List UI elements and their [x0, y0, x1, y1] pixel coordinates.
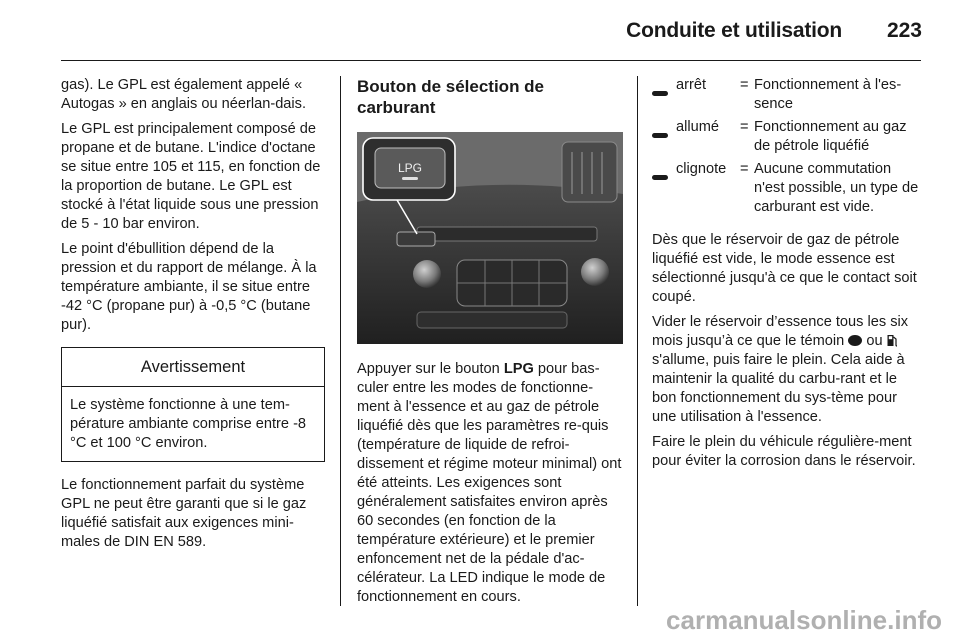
- page-header: [0, 0, 960, 62]
- section-heading: Bouton de sélection de carburant: [357, 77, 545, 117]
- column-right: [652, 76, 920, 477]
- status-equals: =: [740, 161, 749, 177]
- status-row: [652, 160, 920, 221]
- paragraph-lpg-composition: Le GPL est principalement composé de propane et de butane. L'indice d'octane se situe entre 105 et 115, en fonction de la proportion de butane. Le GPL est stocké à l'état liquide sous une pression de 5 - 10 bar environ.: [61, 121, 321, 232]
- column-left: [61, 76, 325, 558]
- column-divider-1: [340, 76, 341, 606]
- text-span: Appuyer sur le bouton: [357, 361, 504, 377]
- paragraph-boiling-point: Le point d'ébullition dépend de la pression et du rapport de mélange. À la température ambiante, il se situe entre -42 °C (propane pur) à -0,5 °C (butane pur).: [61, 241, 317, 333]
- paragraph-lpg-button: [357, 360, 623, 607]
- lpg-button-label: LPG: [397, 161, 423, 175]
- text-span: pour bas-culer entre les modes de fonctionne-ment à l'essence et au gaz de pétrole liquéfié dès que les paramètres re-quis (température de liquide de refroi-dissement et régime moteur minimal) ont été atteints. Les exigences sont généralement satisfaites environ après 60 secondes (en fonction de la température extérieure) et le premier enfoncement net de la pédale d'ac-célérateur. La LED indique le mode de fonctionnement en cours.: [357, 361, 622, 605]
- text-span: ou: [862, 333, 887, 349]
- status-state: clignote: [676, 161, 727, 177]
- led-dash-icon: [652, 91, 668, 96]
- lpg-term: LPG: [503, 361, 534, 377]
- warning-text: Le système fonctionne à une tem-pérature ambiante comprise entre -8 °C et 100 °C environ.: [70, 397, 307, 451]
- led-dash-icon: [652, 175, 668, 180]
- text-span: s'allume, puis faire le plein. Cela aide à maintenir la qualité du carbu-rant et le bon fonctionnement du sys-tème pour une utilisation à l'essence.: [652, 352, 905, 425]
- status-row: [652, 118, 920, 160]
- text-span: Vider le réservoir d’essence tous les six mois jusqu’à ce que le témoin: [652, 314, 909, 349]
- status-row: [652, 76, 920, 118]
- column-middle: [357, 76, 623, 613]
- dashboard-photo: [357, 132, 623, 344]
- paragraph-empty-tank: Dès que le réservoir de gaz de pétrole liquéfié est vide, le mode essence est sélectionné jusqu'à ce que le contact soit coupé.: [652, 232, 917, 305]
- watermark: carmanualsonline.info: [666, 605, 942, 635]
- status-description: Fonctionnement au gaz de pétrole liquéfié: [754, 119, 907, 154]
- paragraph-lpg-name: gas). Le GPL est également appelé « Autogas » en anglais ou néerlan-dais.: [61, 77, 307, 112]
- status-state: allumé: [676, 119, 719, 135]
- paragraph-din-standard: Le fonctionnement parfait du système GPL ne peut être garanti que si le gaz liquéfié satisfait aux exigences mini-males de DIN EN 589.: [61, 477, 307, 550]
- warning-title: Avertissement: [62, 348, 324, 387]
- status-description: Fonctionnement à l'es-sence: [754, 77, 902, 112]
- fuel-warning-icon: [848, 335, 862, 346]
- chapter-title: Conduite et utilisation: [626, 19, 842, 42]
- paragraph-refuel: Faire le plein du véhicule régulière-ment pour éviter la corrosion dans le réservoir.: [652, 434, 916, 469]
- page-number: 223: [886, 19, 922, 42]
- status-equals: =: [740, 119, 749, 135]
- paragraph-empty-petrol: [652, 313, 920, 427]
- warning-box: [61, 347, 325, 462]
- header-divider: [61, 60, 921, 61]
- led-dash-icon: [652, 133, 668, 138]
- status-description: Aucune commutation n'est possible, un type de carburant est vide.: [754, 161, 919, 215]
- status-state: arrêt: [676, 77, 707, 93]
- status-equals: =: [740, 77, 749, 93]
- column-divider-2: [637, 76, 638, 606]
- fuel-pump-icon: [887, 334, 898, 347]
- led-status-table: [652, 76, 920, 221]
